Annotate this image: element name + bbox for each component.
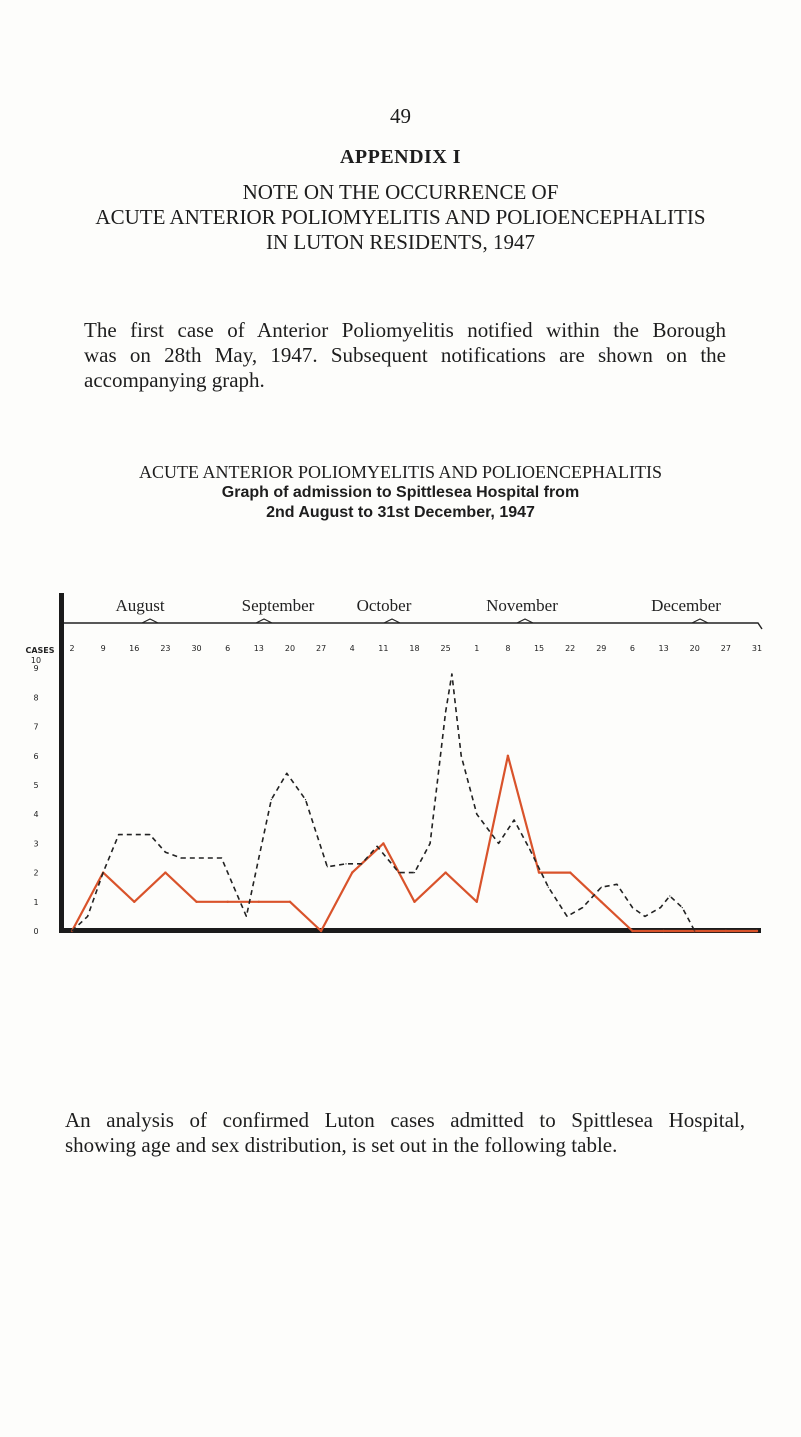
series-point xyxy=(320,930,322,932)
month-bracket-line xyxy=(64,623,762,629)
series-point xyxy=(632,907,633,908)
x-tick-label: 1 xyxy=(474,644,480,653)
month-label: October xyxy=(356,596,412,615)
solid-series-line xyxy=(72,756,757,931)
series-point xyxy=(601,887,602,888)
x-tick-label: 6 xyxy=(629,644,636,653)
outro-paragraph xyxy=(65,1108,745,1158)
month-label: August xyxy=(115,596,165,615)
series-point xyxy=(631,930,633,932)
series-point xyxy=(429,843,430,844)
x-tick-label: 13 xyxy=(253,644,264,653)
x-tick-label: 13 xyxy=(658,644,669,653)
series-point xyxy=(694,930,695,931)
graph-subtitle-2: 2nd August to 31st December, 1947 xyxy=(266,504,535,521)
x-tick-label: 18 xyxy=(409,644,420,653)
series-point xyxy=(756,930,758,932)
intro-line-2: was on 28th May, 1947. Subsequent notifications are shown on the xyxy=(84,343,726,367)
series-point xyxy=(514,819,515,820)
series-point xyxy=(476,814,477,815)
y-tick-label: 5 xyxy=(33,781,39,790)
x-tick-label: 11 xyxy=(378,644,389,653)
x-tick-label: 29 xyxy=(596,644,607,653)
y-tick-label: 4 xyxy=(33,810,39,820)
x-tick-label: 16 xyxy=(129,644,140,653)
series-point xyxy=(445,711,446,712)
series-point xyxy=(529,849,530,850)
series-point xyxy=(258,901,260,903)
series-point xyxy=(289,901,291,903)
series-point xyxy=(725,930,727,932)
series-point xyxy=(566,916,567,917)
series-point xyxy=(165,852,166,853)
note-title-line-3: IN LUTON RESIDENTS, 1947 xyxy=(265,230,536,254)
note-title xyxy=(0,180,801,255)
series-point xyxy=(616,884,617,885)
series-point xyxy=(538,871,540,873)
month-label: December xyxy=(651,596,721,615)
y-axis-bar xyxy=(59,593,64,933)
y-tick-label: 10 xyxy=(30,656,42,665)
x-tick-label: 20 xyxy=(284,644,296,653)
graph-subtitle-1: Graph of admission to Spittlesea Hospital from xyxy=(221,484,580,501)
series-point xyxy=(398,872,399,873)
series-point xyxy=(644,916,645,917)
series-point xyxy=(569,871,571,873)
series-point xyxy=(149,834,150,835)
y-axis-label: CASES xyxy=(25,646,55,655)
y-tick-label: 7 xyxy=(33,722,39,732)
dashed-series-line xyxy=(72,674,695,931)
x-tick-label: 31 xyxy=(751,644,763,653)
series-point xyxy=(286,773,287,774)
series-point xyxy=(413,901,415,903)
series-point xyxy=(87,916,88,917)
y-tick-label: 2 xyxy=(33,868,39,878)
series-point xyxy=(118,834,119,835)
x-tick-label: 15 xyxy=(533,644,545,653)
series-point xyxy=(195,901,197,903)
graph-title: ACUTE ANTERIOR POLIOMYELITIS AND POLIOENCEPHALITIS xyxy=(139,462,662,482)
outro-line-2: showing age and sex distribution, is set out in the following table. xyxy=(65,1133,618,1157)
x-tick-label: 25 xyxy=(440,644,451,653)
x-tick-label: 27 xyxy=(720,644,731,653)
series-point xyxy=(498,843,499,844)
page-number: 49 xyxy=(390,104,411,128)
x-tick-label: 27 xyxy=(315,644,327,653)
series-point xyxy=(133,901,135,903)
series-point xyxy=(548,887,549,888)
series-point xyxy=(233,887,234,888)
x-tick-label: 6 xyxy=(225,644,231,653)
x-tick-label: 8 xyxy=(505,644,511,653)
series-point xyxy=(461,755,462,756)
series-point xyxy=(582,907,583,908)
series-point xyxy=(345,863,346,864)
appendix-title: APPENDIX I xyxy=(339,146,462,168)
series-point xyxy=(258,857,259,858)
series-point xyxy=(507,755,509,757)
x-tick-label: 23 xyxy=(160,644,171,653)
series-point xyxy=(662,930,664,932)
series-point xyxy=(361,863,362,864)
series-point xyxy=(444,871,446,873)
y-tick-label: 6 xyxy=(33,751,39,761)
intro-paragraph xyxy=(84,318,726,393)
series-point xyxy=(451,673,452,674)
x-tick-label: 22 xyxy=(565,644,576,653)
series-point xyxy=(327,866,328,867)
series-point xyxy=(600,901,602,903)
poliomyelitis-chart xyxy=(0,585,801,945)
x-tick-label: 20 xyxy=(689,644,700,653)
series-point xyxy=(180,857,181,858)
series-point xyxy=(103,872,104,873)
y-tick-label: 0 xyxy=(33,927,39,936)
series-point xyxy=(305,799,306,800)
outro-line-1: An analysis of confirmed Luton cases admitted to Spittlesea Hospital, xyxy=(65,1108,745,1132)
y-tick-label: 8 xyxy=(33,693,39,703)
note-title-line-1: NOTE ON THE OCCURRENCE OF xyxy=(242,180,559,204)
intro-line-3: accompanying graph. xyxy=(84,368,265,392)
series-point xyxy=(476,901,478,903)
series-point xyxy=(226,901,228,903)
x-tick-label: 30 xyxy=(191,644,202,653)
series-point xyxy=(246,916,247,917)
series-point xyxy=(221,857,222,858)
series-point xyxy=(314,828,315,829)
x-tick-label: 9 xyxy=(100,644,106,653)
series-point xyxy=(414,872,415,873)
note-title-line-2: ACUTE ANTERIOR POLIOMYELITIS AND POLIOENCEPHALITIS xyxy=(95,205,706,229)
series-point xyxy=(377,846,378,847)
x-tick-label: 4 xyxy=(349,644,355,653)
series-point xyxy=(164,871,166,873)
y-tick-label: 9 xyxy=(33,664,39,674)
series-point xyxy=(682,907,683,908)
series-point xyxy=(271,799,272,800)
y-tick-label: 3 xyxy=(33,839,39,849)
series-point xyxy=(71,930,72,931)
series-point xyxy=(382,842,384,844)
intro-line-1: The first case of Anterior Poliomyelitis notified within the Borough xyxy=(84,318,726,342)
x-tick-label: 2 xyxy=(69,644,75,653)
series-point xyxy=(660,907,661,908)
y-tick-label: 1 xyxy=(33,897,39,907)
series-point xyxy=(351,871,353,873)
month-label: November xyxy=(486,596,558,615)
month-label: September xyxy=(241,596,315,615)
series-point xyxy=(669,895,670,896)
